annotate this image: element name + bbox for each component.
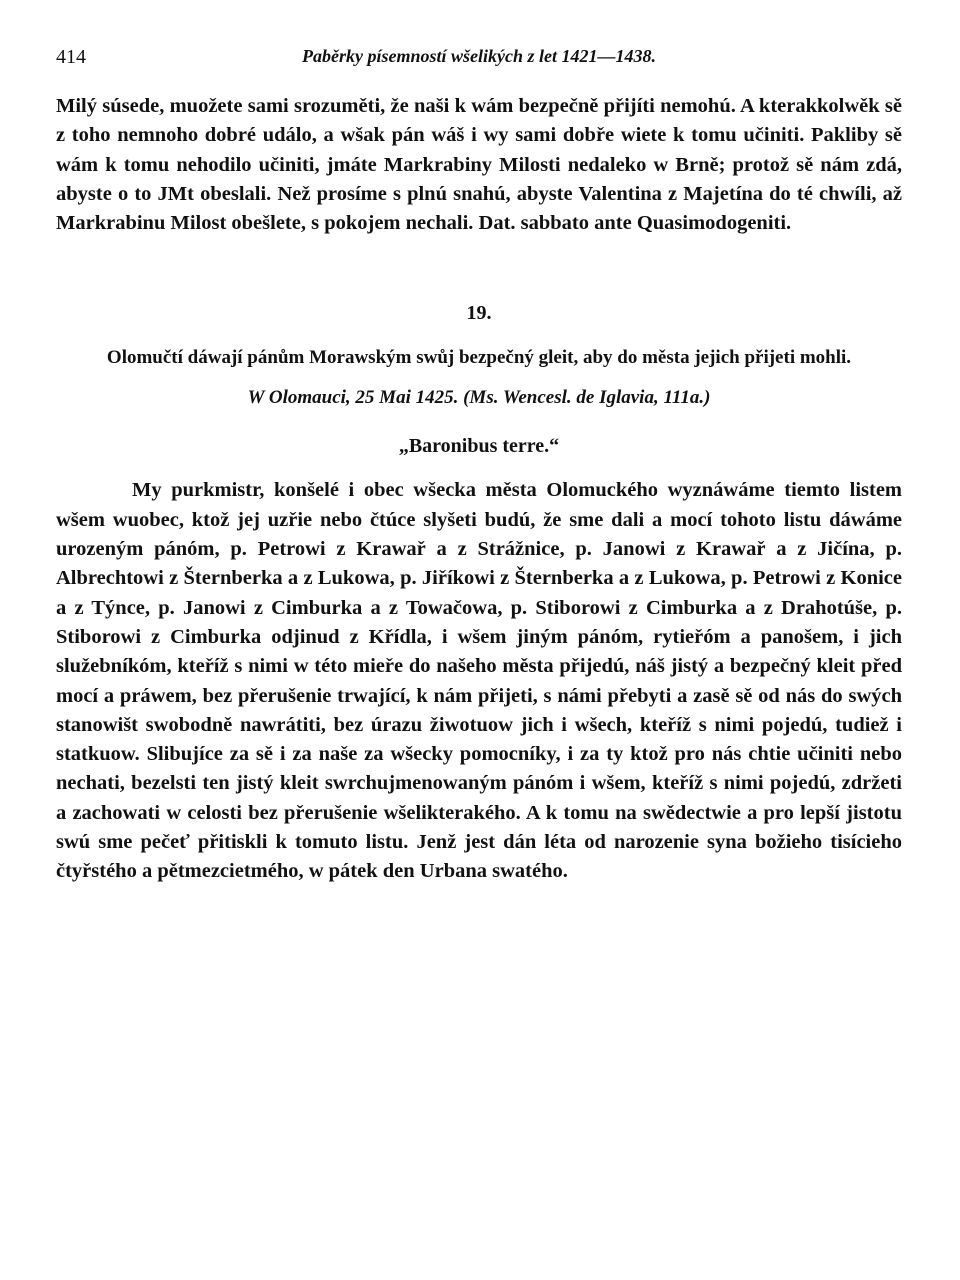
page-number: 414 xyxy=(56,46,86,68)
carryover-paragraph: Milý súsede, muožete sami srozuměti, že naši k wám bezpečně přijíti nemohú. A kterakkolwěk sě z toho nemnoho dobré událo, a wšak pán wáš i wy sami dobře wiete k tomu učiniti. Pakliby sě wám k tomu nehodilo učiniti, jmáte Markrabiny Milosti nedaleko w Brně; protož sě nám zdá, abyste o to JMt obeslali. Než prosíme s plnú snahú, abyste Valentina z Majetína do té chwíli, až Markrabinu Milost obešlete, s pokojem nechali. Dat. sabbato ante Quasimodogeniti. xyxy=(56,95,902,235)
document-source: W Olomauci, 25 Mai 1425. (Ms. Wencesl. de Iglavia, 111a.) xyxy=(247,387,711,409)
running-head xyxy=(56,40,902,74)
book-page xyxy=(56,40,902,887)
document-body: My purkmistr, konšelé i obec wšecka města Olomuckého wyznáwáme tiemto listem wšem wuobec, ktož jej uzřie nebo čtúce slyšeti budú, že sme dali a mocí tohoto listu dáwáme urozeným pánóm, p. Petrowi z Krawař a z Strážnice, p. Janowi z Krawař a z Jičína, p. Albrechtowi z Šternberka a z Lukowa, p. Jiříkowi z Šternberka a z Lukowa, p. Petrowi z Konice a z Týnce, p. Janowi z Cimburka a z Towačowa, p. Stiborowi z Cimburka a z Drahotúše, p. Stiborowi z Cimburka odjinud z Křídla, i wšem jiným pánóm, rytieřóm a panošem, i jich služebníkóm, kteříž s nimi w této mieře do našeho města přijedú, náš jistý a bezpečný kleit před mocí a práwem, bez přerušenie trwající, k nám přijeti, s námi přebyti a zasě sě od nás do swých stanowišt swobodně nawrátiti, bez úrazu žiwotuow jich i wšech, kteříž s nimi pojedú, tudiež i statkuow. Slibujíce za sě i za naše za wšecky pomocníky, i za ty ktož pro nás chtie učiniti nebo nechati, bezelsti ten jistý kleit swrchujmenowaným pánóm i wšem, kteříž s nimi pojedú, zdržeti a zachowati w celosti bez přerušenie wšelikterakého. A k tomu na swědectwie a pro lepší jistotu swú sme pečeť přitiskli k tomuto listu. Jenž jest dán léta od narozenie syna božieho tisícieho čtyřstého a pětmezcietmého, w pátek den Urbana swatého. xyxy=(56,479,902,883)
document-number: 19. xyxy=(466,302,492,325)
document-address: „Baronibus terre.“ xyxy=(398,435,560,458)
document-summary: Olomučtí dáwají pánům Morawským swůj bezpečný gleit, aby do města jejich přijeti mohli. xyxy=(106,347,852,369)
running-title: Paběrky písemností wšelikých z let 1421—1438. xyxy=(302,46,656,66)
